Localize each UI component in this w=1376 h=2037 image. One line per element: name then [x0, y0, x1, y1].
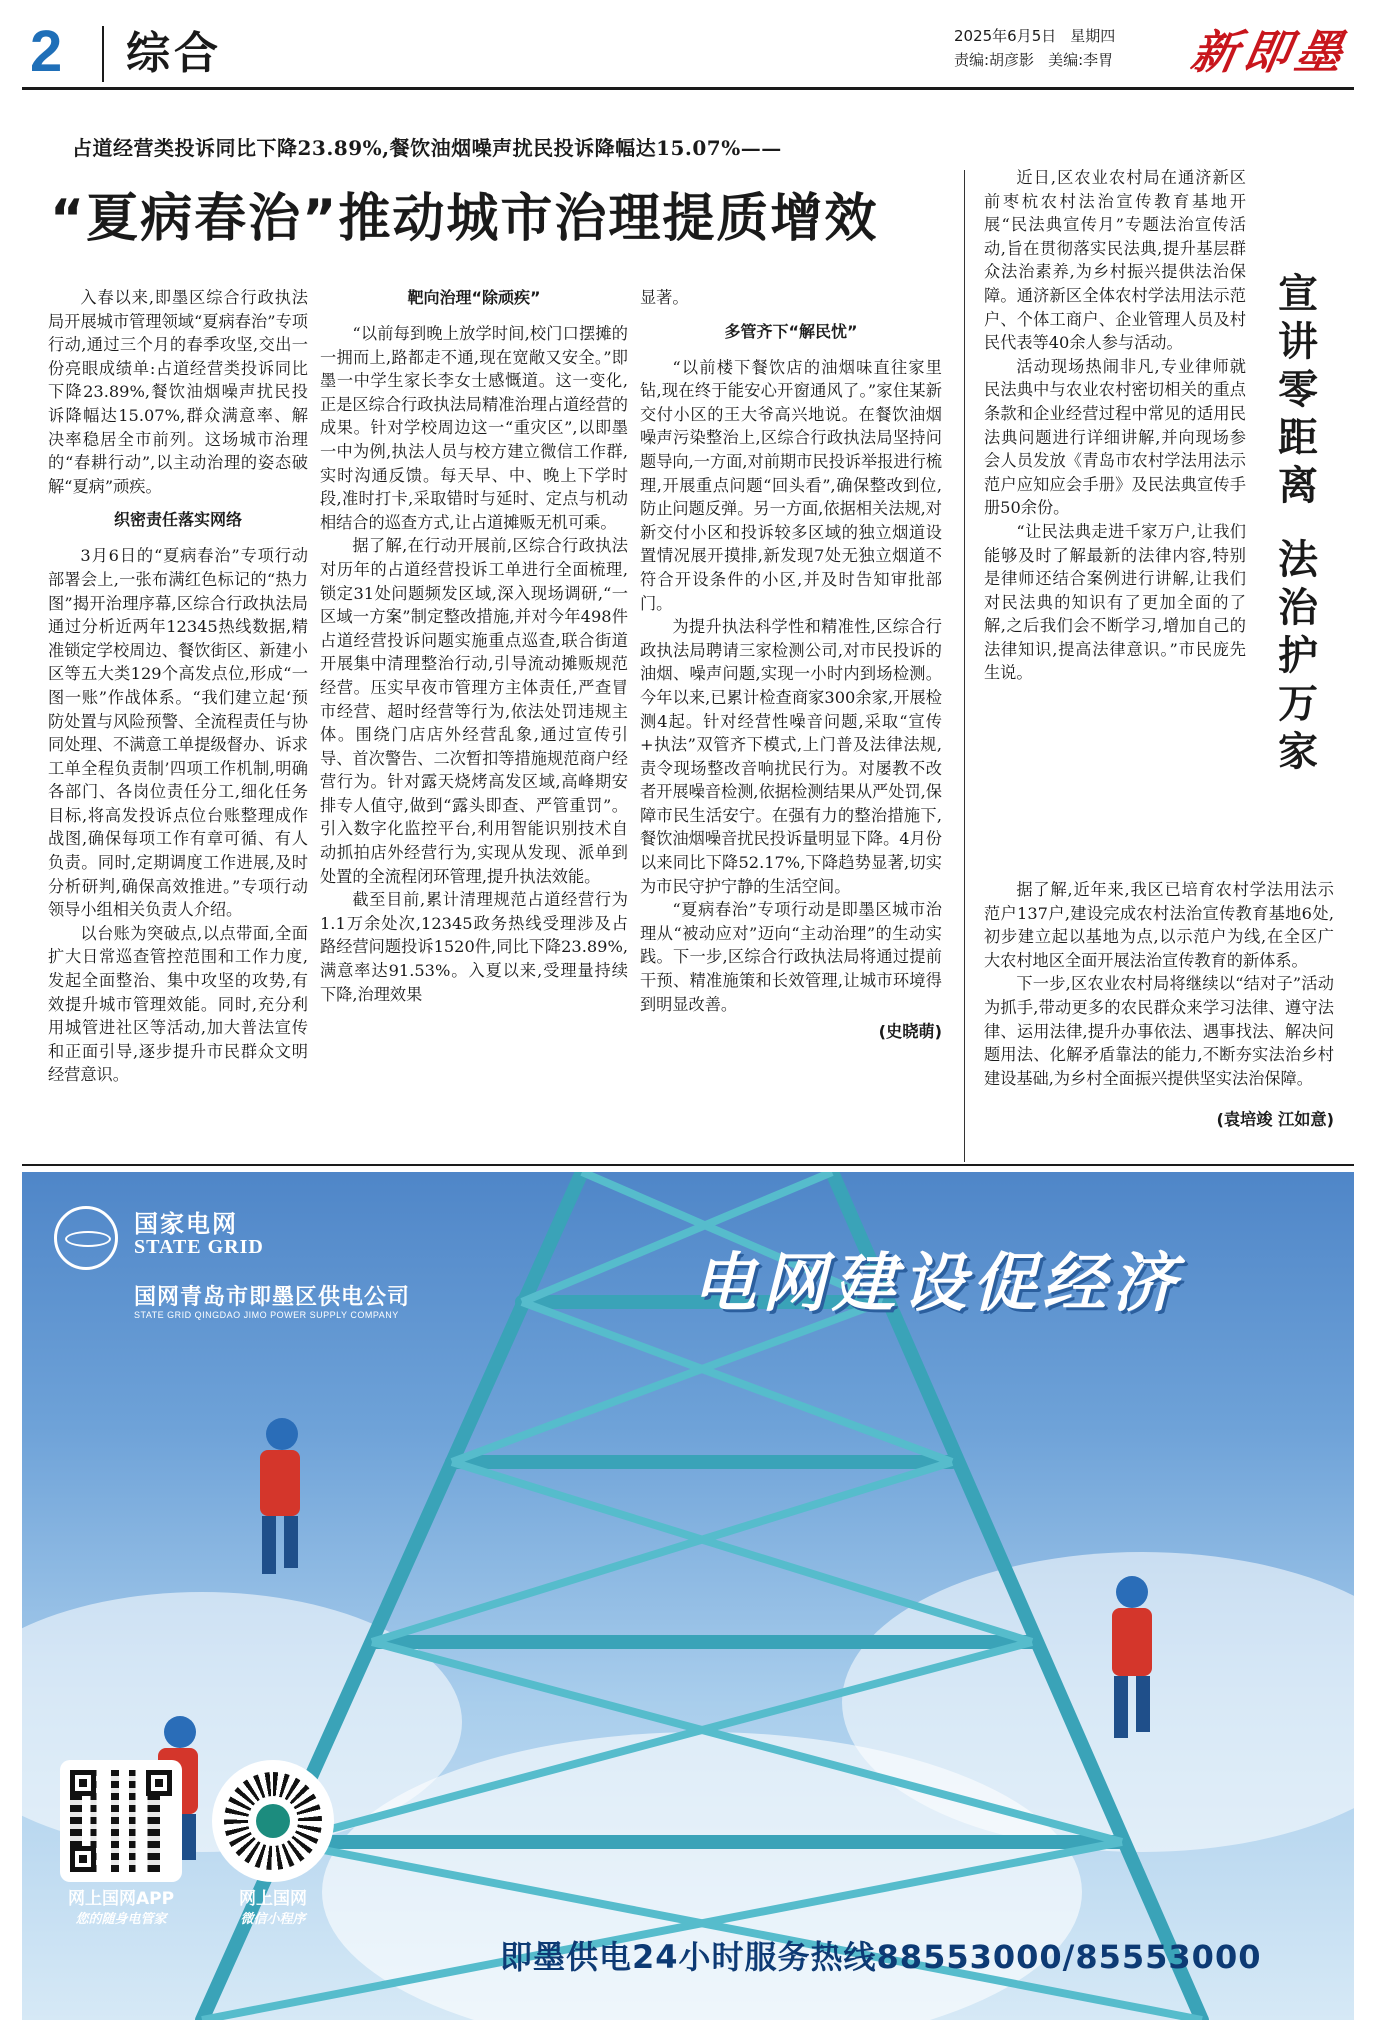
newspaper-logo: 新即墨: [1187, 25, 1353, 79]
paragraph: “以前每到晚上放学时间,校门口摆摊的一拥而上,路都走不通,现在宽敞又安全。”即墨一中学生家长李女士感慨道。这一变化,正是区综合行政执法局精准治理占道经营的成果。针对学校周边这一“重灾区”,以即墨一中为例,执法人员与校方建立微信工作群,实时沟通反馈。每天早、中、晚上下学时段,准时打卡,采取错时与延时、定点与机动相结合的巡查方式,让占道摊贩无机可乘。: [320, 324, 628, 532]
lineman-figure: [1112, 1576, 1152, 1738]
masthead: [22, 18, 1354, 90]
header-meta: [954, 24, 1115, 72]
issue-date: 2025年6月5日: [954, 27, 1057, 45]
qr2-label: 网上国网: [239, 1889, 307, 1909]
qr-pattern: [70, 1770, 172, 1872]
side-title-line-1: 宣讲零距离: [1278, 271, 1318, 509]
issue-weekday: 星期四: [1070, 27, 1116, 45]
mini-program-logo-icon: [248, 1796, 298, 1846]
paragraph: 以台账为突破点,以点带面,全面扩大日常巡查管控范围和工作力度,发起全面整治、集中攻坚的攻势,有效提升城市管理效能。同时,充分利用城管进社区等活动,加大普法宣传和正面引导,逐步提升市民群众文明经营意识。: [48, 923, 308, 1085]
qr-label: [193, 1888, 353, 1930]
editor-credit: 责编:胡彦影: [954, 51, 1035, 69]
wechat-mini-program-code[interactable]: [212, 1760, 334, 1882]
paragraph: 据了解,近年来,我区已培育农村学法用法示范户137户,建设完成农村法治宣传教育基地6处,初步建立起以基地为点,以示范户为线,在全区广大农村地区全面开展法治宣传教育的新体系。: [984, 880, 1334, 970]
ad-divider: [22, 1164, 1354, 1166]
paragraph: 3月6日的“夏病春治”专项行动部署会上,一张布满红色标记的“热力图”揭开治理序幕,区综合行政执法局通过分析近两年12345热线数据,精准锁定学校周边、餐饮街区、新建小区等五大类129个高发点位,形成“一图一账”作战体系。“我们建立起‘预防处置与风险预警、全流程责任与协同处理、不满意工单提级督办、诉求工单全程负责制’四项工作机制,明确各部门、各岗位责任分工,细化任务目标,将高发投诉点位台账整理成作战图,确保每项工作有章可循、有人负责。同时,定期调度工作进展,及时分析研判,确保高效推进。”专项行动领导小组相关负责人介绍。: [48, 546, 308, 920]
paragraph: “让民法典走进千家万户,让我们能够及时了解最新的法律内容,特别是律师还结合案例进行讲解,让我们对民法典的知识有了更加全面的了解,之后我们会不断学习,增加自己的法律知识,提高法律意识。”市民庞先生说。: [984, 521, 1246, 683]
qr1-sub: 您的随身电管家: [75, 1912, 167, 1927]
paragraph: 下一步,区农业农村局将继续以“结对子”活动为抓手,带动更多的农民群众来学习法律、遵守法律、运用法律,提升办事依法、遇事找法、解决问题用法、化解矛盾靠法的能力,不断夯实法治乡村建设基础,为乡村全面振兴提供坚实法治保障。: [984, 974, 1334, 1088]
paragraph: 显著。: [640, 288, 689, 307]
subheading: 织密责任落实网络: [113, 510, 242, 530]
side-title-line-2: 法治护万家: [1278, 537, 1318, 775]
designer-credit: 美编:李胃: [1048, 51, 1114, 69]
article-column-3: [640, 286, 942, 1044]
company-name-en: STATE GRID QINGDAO JIMO POWER SUPPLY COMPANY: [134, 1310, 399, 1320]
section-name: 综合: [126, 28, 222, 79]
qr1-label: 网上国网APP: [67, 1889, 175, 1909]
state-grid-logo-icon: [54, 1206, 118, 1270]
paragraph: 近日,区农业农村局在通济新区前枣杭农村法治宣传教育基地开展“民法典宣传月”专题法治宣传活动,旨在贯彻落实民法典,提升基层群众法治素养,为乡村振兴提供法治保障。通济新区全体农村学法用法示范户、个体工商户、企业管理人员及村民代表等40余人参与活动。: [984, 168, 1246, 353]
paragraph: 活动现场热闹非凡,专业律师就民法典中与农业农村密切相关的重点条款和企业经营过程中常见的适用民法典问题进行详细讲解,并向现场参会人员发放《青岛市农村学法用法示范户应知应会手册》及民法典宣传手册50余份。: [984, 356, 1246, 518]
paragraph: “夏病春治”专项行动是即墨区城市治理从“被动应对”迈向“主动治理”的生动实践。下一步,区综合行政执法局将通过提前干预、精准施策和长效管理,让城市环境得到明显改善。: [640, 900, 942, 1014]
lineman-figure: [260, 1418, 300, 1574]
brand-name-cn: 国家电网: [134, 1210, 238, 1238]
article-headline: “夏病春治”推动城市治理提质增效: [50, 189, 879, 249]
side-article-title: [1270, 270, 1326, 776]
article-kicker: 占道经营类投诉同比下降23.89%,餐饮油烟噪声扰民投诉降幅达15.07%——: [72, 136, 782, 160]
paragraph: 入春以来,即墨区综合行政执法局开展城市管理领域“夏病春治”专项行动,通过三个月的春季攻坚,交出一份亮眼成绩单:占道经营类投诉同比下降23.89%,餐饮油烟噪声扰民投诉降幅达15.07%,群众满意率、解决率稳居全市前列。这场城市治理的“春耕行动”,以主动治理的姿态破解“夏病”顽疾。: [48, 288, 308, 496]
paragraph: 为提升执法科学性和精准性,区综合行政执法局聘请三家检测公司,对市民投诉的油烟、噪声问题,实现一小时内到场检测。今年以来,已累计检查商家300余家,开展检测4起。针对经营性噪音问题,采取“宣传+执法”双管齐下模式,上门普及法律法规,责令现场整改音响扰民行为。对屡教不改者开展噪音检测,依据检测结果从严处罚,保障市民生活安宁。在强有力的整治措施下,餐饮油烟噪音扰民投诉量明显下降。4月份以来同比下降52.17%,下降趋势显著,切实为市民守护宁静的生活空间。: [640, 617, 942, 896]
paragraph: 据了解,在行动开展前,区综合行政执法对历年的占道经营投诉工单进行全面梳理,锁定31处问题频发区域,深入现场调研,“一区域一方案”制定整改措施,并对今年498件占道经营投诉问题实施重点巡查,联合街道开展集中清理整治行动,引导流动摊贩规范经营。压实早夜市管理方主体责任,严查冒市经营、超时经营等行为,依法处罚违规主体。围绕门店店外经营乱象,通过宣传引导、首次警告、二次暂扣等措施规范商户经营行为。针对露天烧烤高发区域,高峰期安排专人值守,做到“露头即查、严管重罚”。引入数字化监控平台,利用智能识别技术自动抓拍店外经营行为,实现从发现、派单到处置的全流程闭环管理,提升执法效能。: [320, 536, 628, 886]
column-divider: [964, 170, 965, 1162]
state-grid-advertisement: [22, 1172, 1354, 2020]
paragraph: “以前楼下餐饮店的油烟味直往家里钻,现在终于能安心开窗通风了。”家住某新交付小区的王大爷高兴地说。在餐饮油烟噪声污染整治上,区综合行政执法局坚持问题导向,一方面,对前期市民投诉举报进行梳理,开展重点问题“回头看”,确保整改到位,防止问题反弹。另一方面,依据相关法规,对新交付小区和投诉较多区域的独立烟道设置情况展开摸排,新发现7处无独立烟道不符合开设条件的小区,并及时告知审批部门。: [640, 357, 942, 613]
article-byline: (史晓萌): [878, 1022, 942, 1042]
ad-slogan: 电网建设促经济: [692, 1247, 1182, 1321]
side-article-column-1: [984, 166, 1246, 685]
brand-name-en: STATE GRID: [134, 1236, 264, 1258]
qr-finder: [146, 1770, 172, 1796]
qr-finder: [70, 1846, 96, 1872]
qr2-sub: 微信小程序: [240, 1912, 306, 1927]
side-article-byline: (袁培竣 江如意): [1216, 1110, 1334, 1130]
article-column-2: [320, 286, 628, 1006]
subheading: 靶向治理“除顽疾”: [407, 288, 541, 307]
subheading: 多管齐下“解民忧”: [724, 321, 858, 341]
side-article-column-2: [984, 878, 1334, 1132]
page-separator: [102, 26, 104, 82]
app-qr-code[interactable]: [60, 1760, 182, 1882]
company-name-cn: 国网青岛市即墨区供电公司: [134, 1285, 411, 1310]
article-column-1: [48, 286, 308, 1087]
paragraph: 截至目前,累计清理规范占道经营行为1.1万余处次,12345政务热线受理涉及占路经营问题投诉1520件,同比下降23.89%,满意率达91.53%。入夏以来,受理量持续下降,治理效果: [320, 890, 628, 1004]
service-hotline: 即墨供电24小时服务热线88553000/85553000: [500, 1938, 1262, 1976]
page-number: 2: [30, 19, 63, 84]
qr-label: [41, 1888, 201, 1930]
qr-finder: [70, 1770, 96, 1796]
